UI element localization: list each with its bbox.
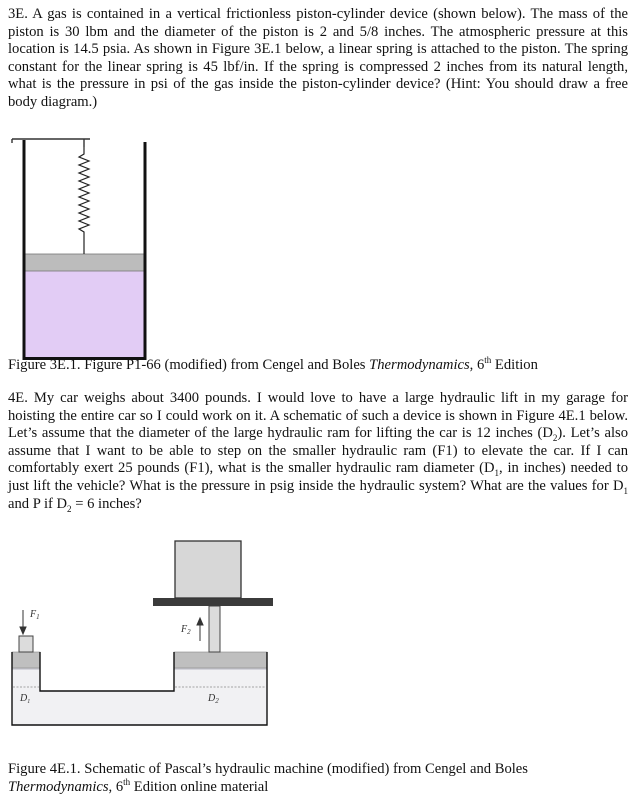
caption-4e-prefix: Figure 4E.1. Schematic of Pascal’s hydraulic machine (modified) from Cengel and Boles xyxy=(8,761,528,777)
large-ram-rod xyxy=(209,606,220,652)
caption-3e-prefix: Figure 3E.1. Figure P1-66 (modified) from Cengel and Boles xyxy=(8,357,370,373)
p4e-part-d: and P if D xyxy=(8,495,68,512)
p4e-part-b: ). Let’s also assume that I want to be able to step on the smaller hydraulic ram (F1) to elevate the car. If I can comfortably exert 25 pounds (F1), what is the smaller hydraulic ram diameter (D xyxy=(8,425,628,477)
d2-label: $D_2$ xyxy=(208,693,219,705)
f2-label: $F_2$ xyxy=(181,624,191,636)
p4e-sub-d1-b: 1 xyxy=(623,485,628,496)
figure-4e1-caption xyxy=(8,761,608,796)
car-load-block xyxy=(175,541,241,598)
caption-4e-edition: , 6 xyxy=(108,778,124,795)
p4e-part-a: 4E. My car weighs about 3400 pounds. I would love to have a large hydraulic lift in my garage for hoisting the entire car so I could work on it. A schematic of such a device is shown in Figure 4E.1 below. Let’s assume that the diameter of the large hydraulic ram for lifting the car is 12 inches (D xyxy=(8,390,628,442)
f2-force-arrow xyxy=(197,618,203,641)
problem-4e-text xyxy=(8,390,628,513)
small-piston xyxy=(12,652,40,668)
caption-3e-edition-sup: th xyxy=(484,355,492,366)
p4e-sub-d1: 1 xyxy=(494,468,500,479)
large-piston xyxy=(174,652,267,668)
linear-spring xyxy=(79,147,89,254)
p4e-part-e: = 6 inches? xyxy=(71,495,142,512)
p4e-sub-d2-b: 2 xyxy=(67,503,72,514)
caption-4e-book-title: Thermodynamics xyxy=(8,778,109,795)
problem-3e-text: 3E. A gas is contained in a vertical frictionless piston-cylinder device (shown below). The mass of the piston is 30 lbm and the diameter of the piston is 2 and 5/8 inches. The atmospheric pressure at this location is 14.5 psia. As shown in Figure 3E.1 below, a linear spring is attached to the piston. The spring constant for the linear spring is 45 lbf/in. If the spring is compressed 2 inches from its natural length, what is the pressure in psi of the gas inside the piston-cylinder device? (Hint: You should draw a free body diagram.) xyxy=(8,6,628,110)
f1-label: $F_1$ xyxy=(30,609,40,621)
p4e-sub-d2: 2 xyxy=(552,433,558,444)
caption-4e-suffix: Edition online material xyxy=(130,778,269,795)
caption-4e-edition-sup: th xyxy=(123,776,131,787)
figure-3e1-caption xyxy=(8,357,538,375)
d1-label: $D_1$ xyxy=(20,693,31,705)
small-ram-block xyxy=(19,636,33,652)
caption-3e-suffix: Edition xyxy=(491,357,538,373)
gas-region xyxy=(24,270,144,358)
f1-force-arrow xyxy=(20,610,26,634)
figure-4e1-hydraulic-machine xyxy=(0,535,632,760)
p4e-part-c: , in inches) needed to just lift the vehicle? What is the pressure in psig inside the hydraulic system? What are the values for D xyxy=(8,460,628,494)
figure-3e1-piston-cylinder xyxy=(0,130,632,360)
caption-3e-book-title: Thermodynamics xyxy=(369,357,470,373)
caption-3e-edition: , 6 xyxy=(469,357,485,373)
lift-platform xyxy=(153,598,273,606)
piston xyxy=(24,254,144,271)
